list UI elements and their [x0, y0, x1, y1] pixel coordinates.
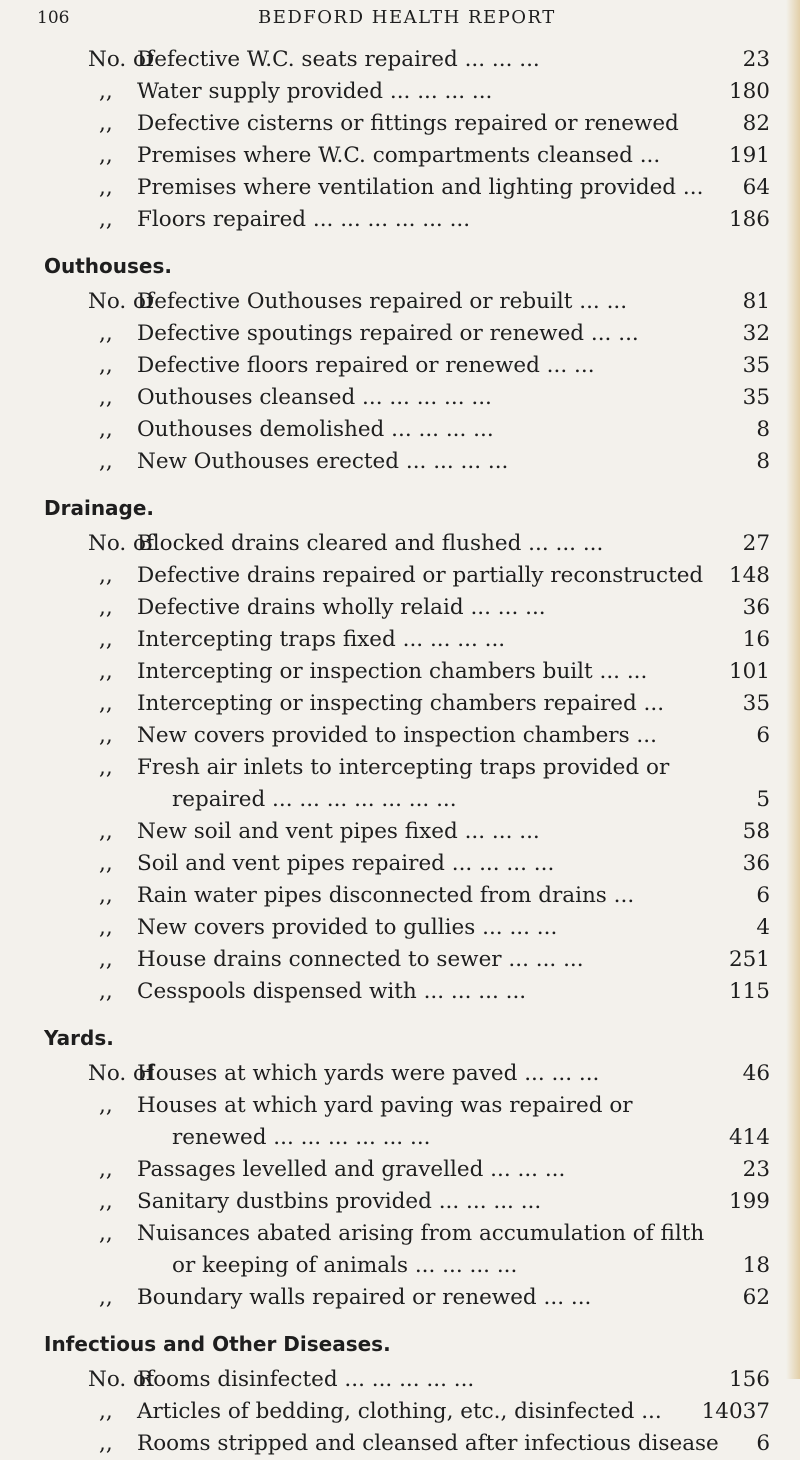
section-heading: Outhouses. — [44, 254, 172, 278]
page-number: 106 — [37, 8, 70, 28]
table-row — [0, 560, 800, 592]
row-label: New covers provided to inspection chambers ... — [137, 723, 657, 748]
row-label: Soil and vent pipes repaired ... ... ... ... — [137, 851, 555, 876]
row-label: Passages levelled and gravelled ... ... ... — [137, 1157, 566, 1182]
row-value: 6 — [756, 1431, 770, 1456]
table-row — [0, 414, 800, 446]
row-value: 36 — [742, 595, 770, 620]
section-heading: Yards. — [44, 1026, 114, 1050]
table-row — [0, 108, 800, 140]
table-row — [0, 382, 800, 414]
row-label: New covers provided to gullies ... ... ... — [137, 915, 558, 940]
ditto-mark: ,, — [99, 947, 113, 972]
table-row — [0, 688, 800, 720]
row-prefix: No. of — [88, 289, 154, 314]
row-value: 4 — [756, 915, 770, 940]
running-title: BEDFORD HEALTH REPORT — [258, 7, 556, 28]
row-value: 251 — [728, 947, 770, 972]
table-row — [0, 76, 800, 108]
row-value: 186 — [728, 207, 770, 232]
row-label: Defective drains wholly relaid ... ... ... — [137, 595, 546, 620]
row-label: Outhouses cleansed ... ... ... ... ... — [137, 385, 492, 410]
ditto-mark: ,, — [99, 1285, 113, 1310]
ditto-mark: ,, — [99, 175, 113, 200]
row-value: 414 — [728, 1125, 770, 1150]
row-value: 6 — [756, 723, 770, 748]
table-row — [0, 1186, 800, 1218]
row-prefix: No. of — [88, 1061, 154, 1086]
table-row — [0, 912, 800, 944]
row-value: 35 — [742, 353, 770, 378]
row-value: 62 — [742, 1285, 770, 1310]
table-row — [0, 1396, 800, 1428]
row-label: Premises where W.C. compartments cleansed ... — [137, 143, 661, 168]
table-row — [0, 592, 800, 624]
row-label: Defective Outhouses repaired or rebuilt ... ... — [137, 289, 628, 314]
row-value: 35 — [742, 385, 770, 410]
row-value: 81 — [742, 289, 770, 314]
report-body — [0, 44, 800, 1460]
table-row — [0, 44, 800, 76]
ditto-mark: ,, — [99, 1189, 113, 1214]
table-row — [0, 172, 800, 204]
row-value: 6 — [756, 883, 770, 908]
table-row — [0, 848, 800, 880]
row-value: 46 — [742, 1061, 770, 1086]
table-row — [0, 880, 800, 912]
table-row — [0, 752, 800, 784]
ditto-mark: ,, — [99, 979, 113, 1004]
ditto-mark: ,, — [99, 595, 113, 620]
row-value: 115 — [728, 979, 770, 1004]
row-prefix: No. of — [88, 1367, 154, 1392]
row-prefix: No. of — [88, 531, 154, 556]
ditto-mark: ,, — [99, 1399, 113, 1424]
ditto-mark: ,, — [99, 1093, 113, 1118]
ditto-mark: ,, — [99, 353, 113, 378]
ditto-mark: ,, — [99, 915, 113, 940]
table-row — [0, 1364, 800, 1396]
ditto-mark: ,, — [99, 1221, 113, 1246]
table-row — [0, 286, 800, 318]
row-label: Water supply provided ... ... ... ... — [137, 79, 493, 104]
table-row — [0, 784, 800, 816]
row-label: Floors repaired ... ... ... ... ... ... — [137, 207, 471, 232]
table-row — [0, 204, 800, 236]
table-row — [0, 446, 800, 478]
table-row — [0, 1428, 800, 1460]
row-label: Intercepting traps fixed ... ... ... ... — [137, 627, 506, 652]
row-value: 27 — [742, 531, 770, 556]
table-row — [0, 1250, 800, 1282]
ditto-mark: ,, — [99, 819, 113, 844]
row-label: Sanitary dustbins provided ... ... ... ... — [137, 1189, 542, 1214]
ditto-mark: ,, — [99, 417, 113, 442]
row-label: Fresh air inlets to intercepting traps provided or — [137, 755, 670, 780]
row-value: 82 — [742, 111, 770, 136]
row-label: Cesspools dispensed with ... ... ... ... — [137, 979, 527, 1004]
row-label: Houses at which yard paving was repaired or — [137, 1093, 633, 1118]
ditto-mark: ,, — [99, 143, 113, 168]
row-value: 148 — [728, 563, 770, 588]
table-row — [0, 318, 800, 350]
row-value: 35 — [742, 691, 770, 716]
row-label: Intercepting or inspecting chambers repaired ... — [137, 691, 665, 716]
row-label: or keeping of animals ... ... ... ... — [172, 1253, 518, 1278]
section-heading: Infectious and Other Diseases. — [44, 1332, 391, 1356]
row-value: 8 — [756, 449, 770, 474]
row-value: 23 — [742, 47, 770, 72]
ditto-mark: ,, — [99, 627, 113, 652]
row-value: 191 — [728, 143, 770, 168]
ditto-mark: ,, — [99, 691, 113, 716]
ditto-mark: ,, — [99, 385, 113, 410]
row-label: Defective drains repaired or partially reconstructed — [137, 563, 704, 588]
row-value: 64 — [742, 175, 770, 200]
row-label: Premises where ventilation and lighting provided ... — [137, 175, 704, 200]
row-label: Blocked drains cleared and flushed ... ... ... — [137, 531, 604, 556]
table-row — [0, 624, 800, 656]
row-label: Intercepting or inspection chambers built ... ... — [137, 659, 648, 684]
table-row — [0, 140, 800, 172]
row-label: renewed ... ... ... ... ... ... — [172, 1125, 431, 1150]
table-row — [0, 720, 800, 752]
ditto-mark: ,, — [99, 883, 113, 908]
table-row — [0, 816, 800, 848]
table-row — [0, 1058, 800, 1090]
ditto-mark: ,, — [99, 449, 113, 474]
row-value: 32 — [742, 321, 770, 346]
page-edge — [786, 0, 800, 1379]
table-row — [0, 1122, 800, 1154]
table-row — [0, 1218, 800, 1250]
row-label: Articles of bedding, clothing, etc., disinfected ... — [137, 1399, 662, 1424]
row-label: Outhouses demolished ... ... ... ... — [137, 417, 494, 442]
table-row — [0, 1154, 800, 1186]
row-label: New Outhouses erected ... ... ... ... — [137, 449, 509, 474]
row-label: Rooms disinfected ... ... ... ... ... — [137, 1367, 475, 1392]
row-label: Nuisances abated arising from accumulation of filth — [137, 1221, 705, 1246]
row-value: 8 — [756, 417, 770, 442]
row-label: Defective W.C. seats repaired ... ... ... — [137, 47, 540, 72]
ditto-mark: ,, — [99, 321, 113, 346]
ditto-mark: ,, — [99, 111, 113, 136]
row-value: 101 — [728, 659, 770, 684]
ditto-mark: ,, — [99, 659, 113, 684]
table-row — [0, 528, 800, 560]
row-value: 156 — [728, 1367, 770, 1392]
row-value: 18 — [742, 1253, 770, 1278]
row-label: Defective spoutings repaired or renewed ... ... — [137, 321, 639, 346]
row-label: Rain water pipes disconnected from drains ... — [137, 883, 635, 908]
row-value: 58 — [742, 819, 770, 844]
row-label: House drains connected to sewer ... ... ... — [137, 947, 584, 972]
ditto-mark: ,, — [99, 1431, 113, 1456]
table-row — [0, 1282, 800, 1314]
row-label: repaired ... ... ... ... ... ... ... — [172, 787, 457, 812]
table-row — [0, 350, 800, 382]
page-header — [0, 0, 800, 40]
row-prefix: No. of — [88, 47, 154, 72]
row-value: 36 — [742, 851, 770, 876]
section-heading: Drainage. — [44, 496, 155, 520]
table-row — [0, 656, 800, 688]
ditto-mark: ,, — [99, 755, 113, 780]
row-label: Rooms stripped and cleansed after infectious disease — [137, 1431, 719, 1456]
row-label: Boundary walls repaired or renewed ... ... — [137, 1285, 592, 1310]
row-value: 5 — [756, 787, 770, 812]
row-label: Houses at which yards were paved ... ... ... — [137, 1061, 600, 1086]
row-label: Defective cisterns or fittings repaired or renewed — [137, 111, 679, 136]
row-value: 199 — [728, 1189, 770, 1214]
table-row — [0, 944, 800, 976]
ditto-mark: ,, — [99, 723, 113, 748]
row-value: 180 — [728, 79, 770, 104]
ditto-mark: ,, — [99, 851, 113, 876]
table-row — [0, 976, 800, 1008]
ditto-mark: ,, — [99, 1157, 113, 1182]
table-row — [0, 1090, 800, 1122]
row-label: Defective floors repaired or renewed ... ... — [137, 353, 595, 378]
row-label: New soil and vent pipes fixed ... ... ... — [137, 819, 540, 844]
ditto-mark: ,, — [99, 563, 113, 588]
row-value: 23 — [742, 1157, 770, 1182]
row-value: 14037 — [701, 1399, 770, 1424]
ditto-mark: ,, — [99, 207, 113, 232]
row-value: 16 — [742, 627, 770, 652]
ditto-mark: ,, — [99, 79, 113, 104]
